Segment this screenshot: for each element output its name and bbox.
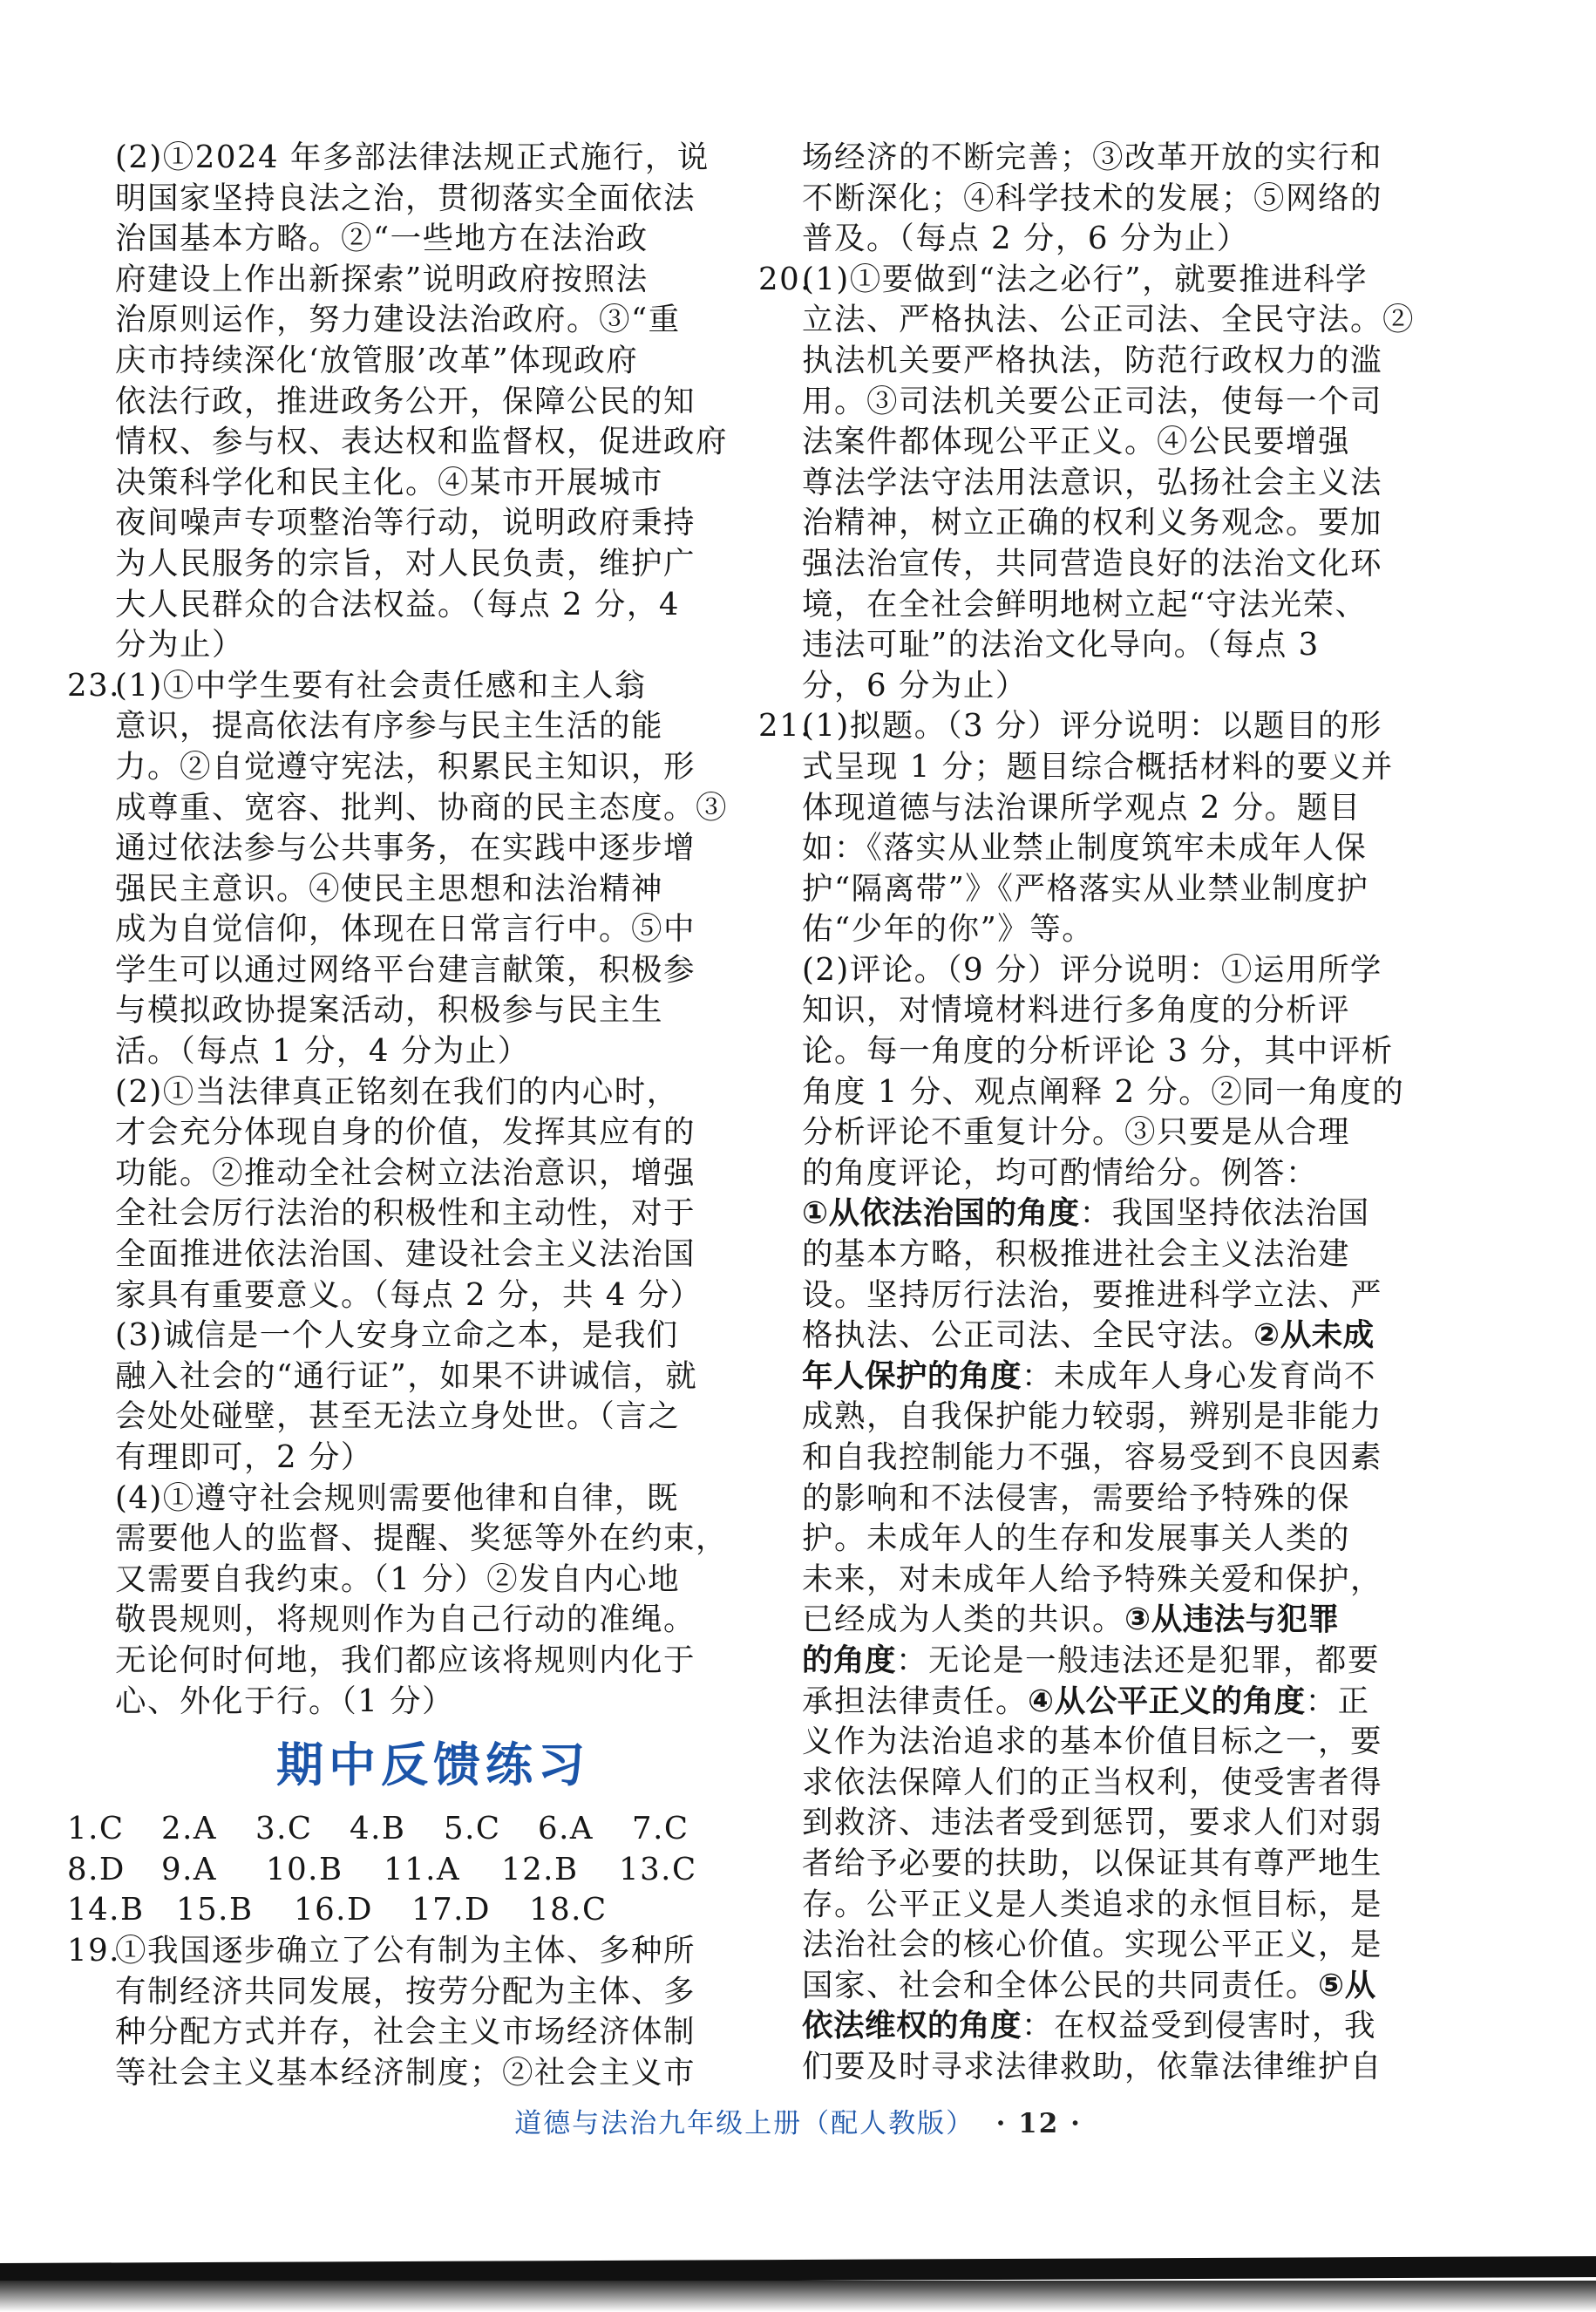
text-line (802, 1966, 1376, 2007)
text-span: 承担法律责任。 (802, 1683, 1029, 1719)
text-line: 未来，对未成年人给予特殊关爱和保护， (802, 1561, 1383, 1597)
text-line: 心、外化于行。（1 分） (115, 1683, 455, 1719)
text-line: 成熟，自我保护能力较弱，辨别是非能力 (802, 1398, 1383, 1435)
answer-item: 6.A (538, 1811, 594, 1847)
page-footer (0, 2101, 1596, 2140)
text-line: 强法治宣传，共同营造良好的法治文化环 (802, 545, 1383, 581)
text-line: 求依法保障人们的正当权利，使受害者得 (802, 1764, 1383, 1800)
answer-item: 8.D (67, 1851, 126, 1887)
text-line: 大人民群众的合法权益。（每点 2 分，4 (115, 586, 680, 622)
text-line: 者给予必要的扶助，以保证其有尊严地生 (802, 1845, 1383, 1881)
text-line (802, 1682, 1370, 1723)
text-line: 会处处碰壁，甚至无法立身处世。（言之 (115, 1398, 681, 1435)
text-line: 法案件都体现公平正义。④公民要增强 (802, 424, 1351, 460)
answer-key (67, 1809, 717, 1931)
text-line: 治精神，树立正确的权利义务观念。要加 (802, 505, 1383, 541)
answer-item: 10.B (266, 1851, 343, 1887)
scan-edge-shadow (0, 2281, 1596, 2312)
text-span: 已经成为人类的共识。 (802, 1601, 1125, 1638)
bold-heading: ④从公平正义的角度 (1028, 1683, 1306, 1719)
text-line: 存。公平正义是人类追求的永恒目标，是 (802, 1886, 1383, 1922)
text-line: 庆市持续深化‘放管服’改革”体现政府 (115, 342, 639, 378)
text-line: 执法机关要严格执法，防范行政权力的滥 (802, 342, 1383, 378)
bold-heading: ①从依法治国的角度 (802, 1195, 1080, 1232)
text-line: 护“隔离带”》《严格落实从业禁业制度护 (802, 870, 1369, 907)
bold-heading: ⑤从 (1318, 1967, 1376, 2003)
text-line: 分，6 分为止） (802, 667, 1028, 704)
answer-item: 2.A (161, 1811, 218, 1847)
text-line: 又需要自我约束。（1 分）②发自内心地 (115, 1561, 681, 1597)
question-23 (67, 666, 729, 1722)
text-line: 立法、严格执法、公正司法、全民守法。② (802, 302, 1416, 338)
answer-item: 14.B (67, 1892, 145, 1928)
text-line (802, 1641, 1381, 1682)
text-line: 义作为法治追求的基本价值目标之一，要 (802, 1724, 1383, 1760)
text-line: 有制经济共同发展，按劳分配为主体、多 (115, 1973, 696, 2009)
text-line (802, 1600, 1365, 1641)
text-line: 夜间噪声专项整治等行动，说明政府秉持 (115, 505, 696, 541)
answer-item: 12.B (501, 1851, 579, 1887)
text-line: 才会充分体现自身的价值，发挥其应有的 (115, 1114, 696, 1151)
text-line: (2)①当法律真正铭刻在我们的内心时， (115, 1073, 679, 1110)
answer-row (67, 1809, 717, 1850)
text-line (802, 1193, 1370, 1234)
text-line: 功能。②推动全社会树立法治意识，增强 (115, 1154, 696, 1191)
text-line: 需要他人的监督、提醒、奖惩等外在约束， (115, 1520, 729, 1557)
text-line: 依法行政，推进政务公开，保障公民的知 (115, 383, 696, 419)
text-line: 分析评论不重复计分。③只要是从合理 (802, 1114, 1351, 1151)
text-line: (2)评论。（9 分）评分说明：①运用所学 (802, 951, 1382, 988)
text-line: 知识，对情境材料进行多角度的分析评 (802, 992, 1351, 1029)
question-number: 21. (758, 708, 812, 745)
page-number: · 12 · (995, 2108, 1082, 2139)
text-line: 尊法学法守法用法意识，弘扬社会主义法 (802, 464, 1383, 500)
q22-part2 (115, 138, 729, 666)
text-line: 强民主意识。④使民主思想和法治精神 (115, 870, 664, 907)
text-line: 佑“少年的你”》等。 (802, 911, 1095, 948)
text-line: 不断深化；④科学技术的发展；⑤网络的 (802, 180, 1383, 216)
text-line: 分为止） (115, 627, 245, 663)
text-line: 治原则运作，努力建设法治政府。③“重 (115, 302, 681, 338)
text-line: 家具有重要意义。（每点 2 分，共 4 分） (115, 1276, 703, 1313)
text-line: 府建设上作出新探索”说明政府按照法 (115, 261, 649, 297)
text-line: 决策科学化和民主化。④某市开展城市 (115, 464, 664, 500)
answer-row (67, 1850, 717, 1891)
answer-item: 17.D (411, 1892, 491, 1928)
answer-item: 5.C (444, 1811, 501, 1847)
question-number: 20. (758, 261, 812, 297)
text-line: ①我国逐步确立了公有制为主体、多种所 (115, 1932, 696, 1969)
text-span: ：在权益受到侵害时，我 (1022, 2008, 1377, 2044)
text-line: 成尊重、宽容、批判、协商的民主态度。③ (115, 789, 729, 826)
text-line: (1)拟题。（3 分）评分说明：以题目的形 (802, 708, 1382, 745)
answer-item: 1.C (67, 1811, 125, 1847)
answer-row (67, 1890, 717, 1931)
question-20 (758, 260, 1416, 707)
right-column (758, 138, 1416, 2088)
text-span: ：正 (1305, 1683, 1370, 1719)
text-line: 无论何时何地，我们都应该将规则内化于 (115, 1642, 696, 1678)
text-line: 全社会厉行法治的积极性和主动性，对于 (115, 1195, 696, 1232)
text-line: 违法可耻”的法治文化导向。（每点 3 (802, 627, 1320, 663)
bold-heading: 年人保护的角度 (802, 1357, 1022, 1394)
left-column (67, 138, 729, 2093)
answer-item: 16.D (294, 1892, 373, 1928)
text-line: 式呈现 1 分；题目综合概括材料的要义并 (802, 748, 1394, 785)
question-19 (67, 1931, 717, 2093)
answer-item: 7.C (632, 1811, 689, 1847)
text-line: 境，在全社会鲜明地树立起“守法光荣、 (802, 586, 1368, 622)
question-number: 23. (67, 667, 120, 704)
text-line: 明国家坚持良法之治，贯彻落实全面依法 (115, 180, 696, 216)
text-span: 国家、社会和全体公民的共同责任。 (802, 1967, 1319, 2003)
text-line: 为人民服务的宗旨，对人民负责，维护广 (115, 545, 696, 581)
text-line: 的基本方略，积极推进社会主义法治建 (802, 1236, 1351, 1273)
answer-item: 4.B (350, 1811, 406, 1847)
text-line: 的影响和不法侵害，需要给予特殊的保 (802, 1479, 1351, 1516)
q19-continued (758, 138, 1383, 260)
text-line: 场经济的不断完善；③改革开放的实行和 (802, 139, 1383, 175)
text-line: (2)①2024 年多部法律法规正式施行，说 (115, 139, 710, 175)
text-line: 活。（每点 1 分，4 分为止） (115, 1033, 530, 1070)
text-span: 格执法、公正司法、全民守法。 (802, 1317, 1254, 1354)
text-line: 力。②自觉遵守宪法，积累民主知识，形 (115, 748, 696, 785)
answer-item: 9.A (161, 1851, 218, 1887)
text-line: 法治社会的核心价值。实现公平正义，是 (802, 1927, 1383, 1963)
text-line: (1)①要做到“法之必行”，就要推进科学 (802, 261, 1368, 297)
text-line: 体现道德与法治课所学观点 2 分。题目 (802, 789, 1362, 826)
text-line: 种分配方式并存，社会主义市场经济体制 (115, 2014, 696, 2050)
bold-heading: ②从未成 (1253, 1317, 1375, 1354)
text-line: 融入社会的“通行证”，如果不讲诚信，就 (115, 1357, 698, 1394)
text-line: 普及。（每点 2 分，6 分为止） (802, 221, 1249, 257)
text-line: 如：《落实从业禁止制度筑牢未成年人保 (802, 830, 1368, 867)
bold-heading: 依法维权的角度 (802, 2008, 1022, 2044)
text-line: 成为自觉信仰，体现在日常言行中。⑤中 (115, 911, 696, 948)
text-line: 护。未成年人的生存和发展事关人类的 (802, 1520, 1351, 1557)
text-line: 论。每一角度的分析评论 3 分，其中评析 (802, 1033, 1394, 1070)
book-title: 道德与法治九年级上册（配人教版） (514, 2108, 961, 2139)
answer-item: 15.B (176, 1892, 254, 1928)
text-line: 治国基本方略。②“一些地方在法治政 (115, 221, 649, 257)
text-line (802, 1357, 1377, 1397)
text-line: 意识，提高依法有序参与民主生活的能 (115, 708, 664, 745)
text-line: 有理即可，2 分） (115, 1439, 373, 1475)
question-21 (758, 706, 1405, 2087)
text-line: (1)①中学生要有社会责任感和主人翁 (115, 667, 647, 704)
text-line: 们要及时寻求法律救助，依靠法律维护自 (802, 2048, 1383, 2084)
text-span: ：未成年人身心发育尚不 (1022, 1357, 1377, 1394)
text-line: 等社会主义基本经济制度；②社会主义市 (115, 2054, 696, 2091)
answer-item: 3.C (255, 1811, 313, 1847)
answer-item: 18.C (529, 1892, 608, 1928)
text-line: 与模拟政协提案活动，积极参与民主生 (115, 992, 664, 1029)
text-line: 设。坚持厉行法治，要推进科学立法、严 (802, 1276, 1383, 1313)
text-line: 和自我控制能力不强，容易受到不良因素 (802, 1439, 1383, 1475)
text-line: 角度 1 分、观点阐释 2 分。②同一角度的 (802, 1073, 1405, 1110)
text-line: 情权、参与权、表达权和监督权，促进政府 (115, 424, 729, 460)
answer-item: 13.C (619, 1851, 697, 1887)
text-line: 用。③司法机关要公正司法，使每一个司 (802, 383, 1383, 419)
text-line: (3)诚信是一个人安身立命之本，是我们 (115, 1317, 679, 1354)
question-number: 19. (67, 1932, 120, 1969)
text-line: 全面推进依法治国、建设社会主义法治国 (115, 1236, 696, 1273)
text-line: 通过依法参与公共事务，在实践中逐步增 (115, 830, 696, 867)
section-title: 期中反馈练习 (276, 1737, 590, 1792)
text-span: ：我国坚持依法治国 (1079, 1195, 1370, 1232)
text-line: 到救济、违法者受到惩罚，要求人们对弱 (802, 1805, 1383, 1841)
text-span: ：无论是一般违法还是犯罪，都要 (896, 1642, 1381, 1678)
bold-heading: 的角度 (802, 1642, 897, 1678)
answer-item: 11.A (384, 1851, 461, 1887)
text-line: 敬畏规则，将规则作为自己行动的准绳。 (115, 1601, 696, 1638)
bold-heading: ③从违法与犯罪 (1124, 1601, 1340, 1638)
text-line (802, 1316, 1375, 1357)
text-line: 的角度评论，均可酌情给分。例答： (802, 1154, 1319, 1191)
text-line (802, 2006, 1377, 2047)
text-line: (4)①遵守社会规则需要他律和自律，既 (115, 1479, 679, 1516)
text-line: 学生可以通过网络平台建言献策，积极参 (115, 951, 696, 988)
